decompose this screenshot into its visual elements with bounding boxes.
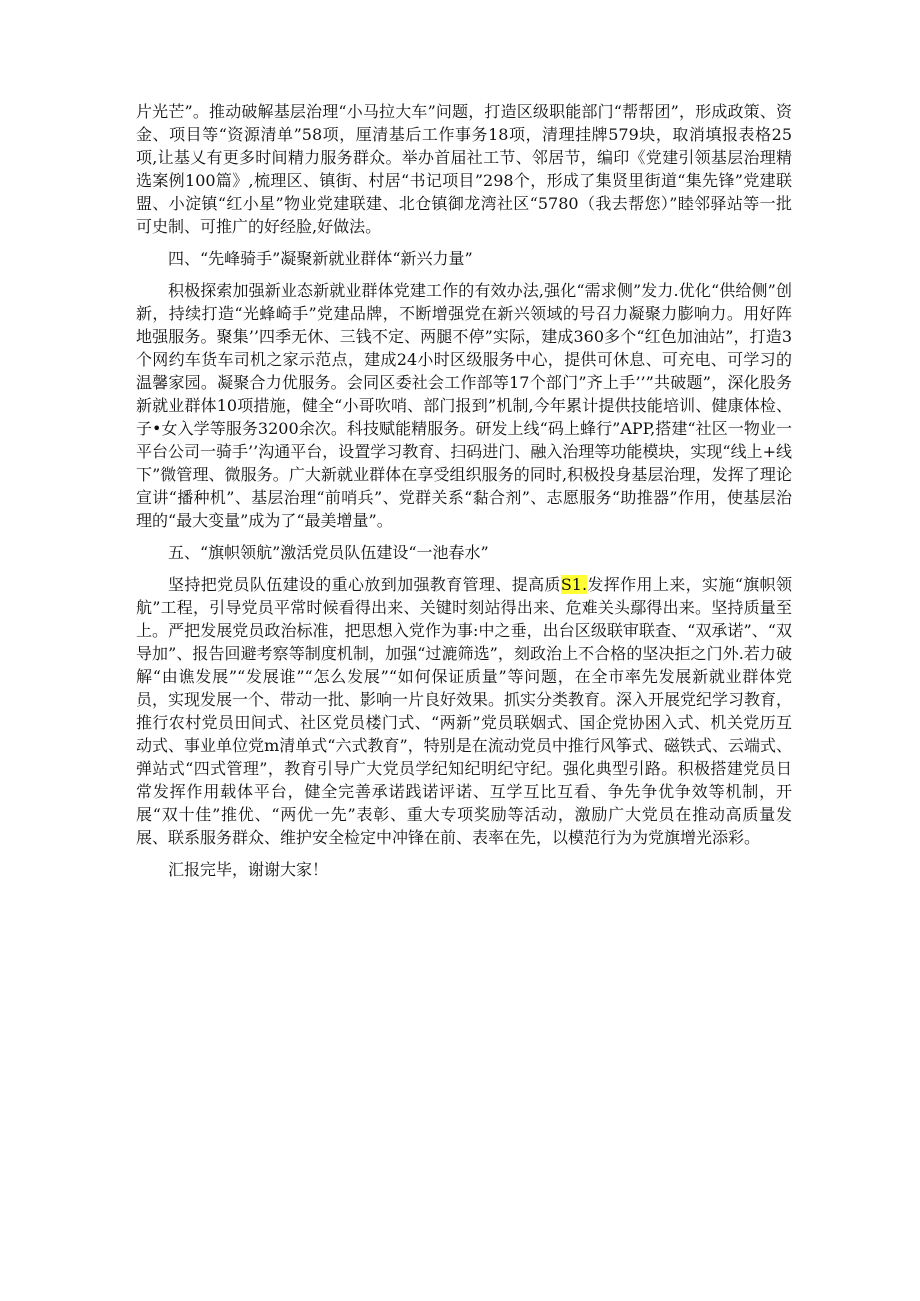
- paragraph-new-employment-groups: 积极探索加强新业态新就业群体党建工作的有效办法,强化“需求侧”发力.优化“供给侧”创新，持续打造“光蜂崎手”党建品牌，不断增强党在新兴领域的号召力凝聚力膨响力。用好阵地强服务。聚集’’四季无休、三钱不定、两腿不停”实际，建成360多个“红色加油站”，打造3个网约车货车司机之家示范点，建成24小时区级服务中心，提供可休息、可充电、可学习的温馨家园。凝聚合力优服务。会同区委社会工作部等17个部门”齐上手’’”共破题”，深化股务新就业群体10项措施，健全“小哥吹哨、部门报到”机制,今年累计提供技能培训、健康体检、子•女入学等服务3200余次。科技赋能精服务。研发上线“码上蜂行”APP,搭建“社区一物业一平台公司一骑手’’沟通平台，设置学习教育、扫码进门、融入治理等功能模块，实现“线上+线下”微管理、微服务。广大新就业群体在享受组织服务的同时,积极投身基层治理，发挥了理论宣讲“播种机”、基层治理“前哨兵”、党群关系“黏合剂”、志愿服务“助推器”作用，使基层治理的“最大变量”成为了“最美增量”。: [136, 281, 792, 530]
- section-heading-5: 五、“旗帜领航”激活党员队伍建设“一池春水”: [168, 543, 489, 562]
- paragraph-party-member-team: [136, 573, 792, 849]
- paragraph-text-after-highlight: 发挥作用上来，实施“旗帜领航”工程，引导党员平常时候看得出来、关键时刻站得出来、危难关头鄢得出来。坚持质量至上。严把发展党员政治标准，把思想入党作为事:中之垂，出台区级联审联查、“双承诺”、“双导加”、报告回避考察等制度机制，加强“过漉筛选”，刻政治上不合格的坚决拒之门外.若力破解“由谯发展”“发展谁”“怎么发展”“如何保证质量”等问题，在全市率先发展新就业群体党员，实现发展一个、带动一批、影响一片良好效果。抓实分类教育。深入开展党纪学习教育，推行农村党员田间式、社区党员楼门式、“两新”党员联姻式、国企党协困入式、机关党历互动式、事业单位党m清单式“六式教育”，特别是在流动党员中推行风筝式、磁铁式、云端式、弹站式“四式管理”，教育引导广大党员学纪知纪明纪守纪。强化典型引路。积极搭建党员日常发挥作用载体平台，健全完善承诺践诺评诺、互学互比互看、争先争优争效等机制，开展“双十佳”推优、“两优一先”表彰、重大专项奖励等活动，激励广大党员在推动高质量发展、联系服务群众、维护安全检定中冲锋在前、表率在先，以模范行为为党旗增光添彩。: [136, 575, 793, 847]
- section-heading-4: 四、“先峰骑手”凝聚新就业群体“新兴力量”: [168, 249, 473, 268]
- closing-remark: 汇报完毕，谢谢大家！: [168, 860, 329, 879]
- document-body: [136, 100, 792, 881]
- paragraph-text-before-highlight: 坚持把党员队伍建设的重心放到加强教育管理、提高质: [168, 575, 561, 594]
- highlighted-text: S1.: [560, 575, 588, 594]
- paragraph-grassroots-governance: 片光芒”。推动破解基层治理“小马拉大车”问题，打造区级职能部门“帮帮团”，形成政策、资金、项目等“资源清单”58项，厘清基后工作事务18项，清理挂牌579块，取消填报表格25项,让基乂有更多时间精力服务群众。举办首届社工节、邻居节，编印《党建引领基层治理精选案例100篇》,梳理区、镇街、村居“书记项目”298个，形成了集贤里街道“集先锋”党建联盟、小淀镇“红小星”物业党建联建、北仓镇御龙湾社区“5780（我去帮您）”睦邻驿站等一批可史制、可推广的好经脸,好做法。: [136, 102, 792, 236]
